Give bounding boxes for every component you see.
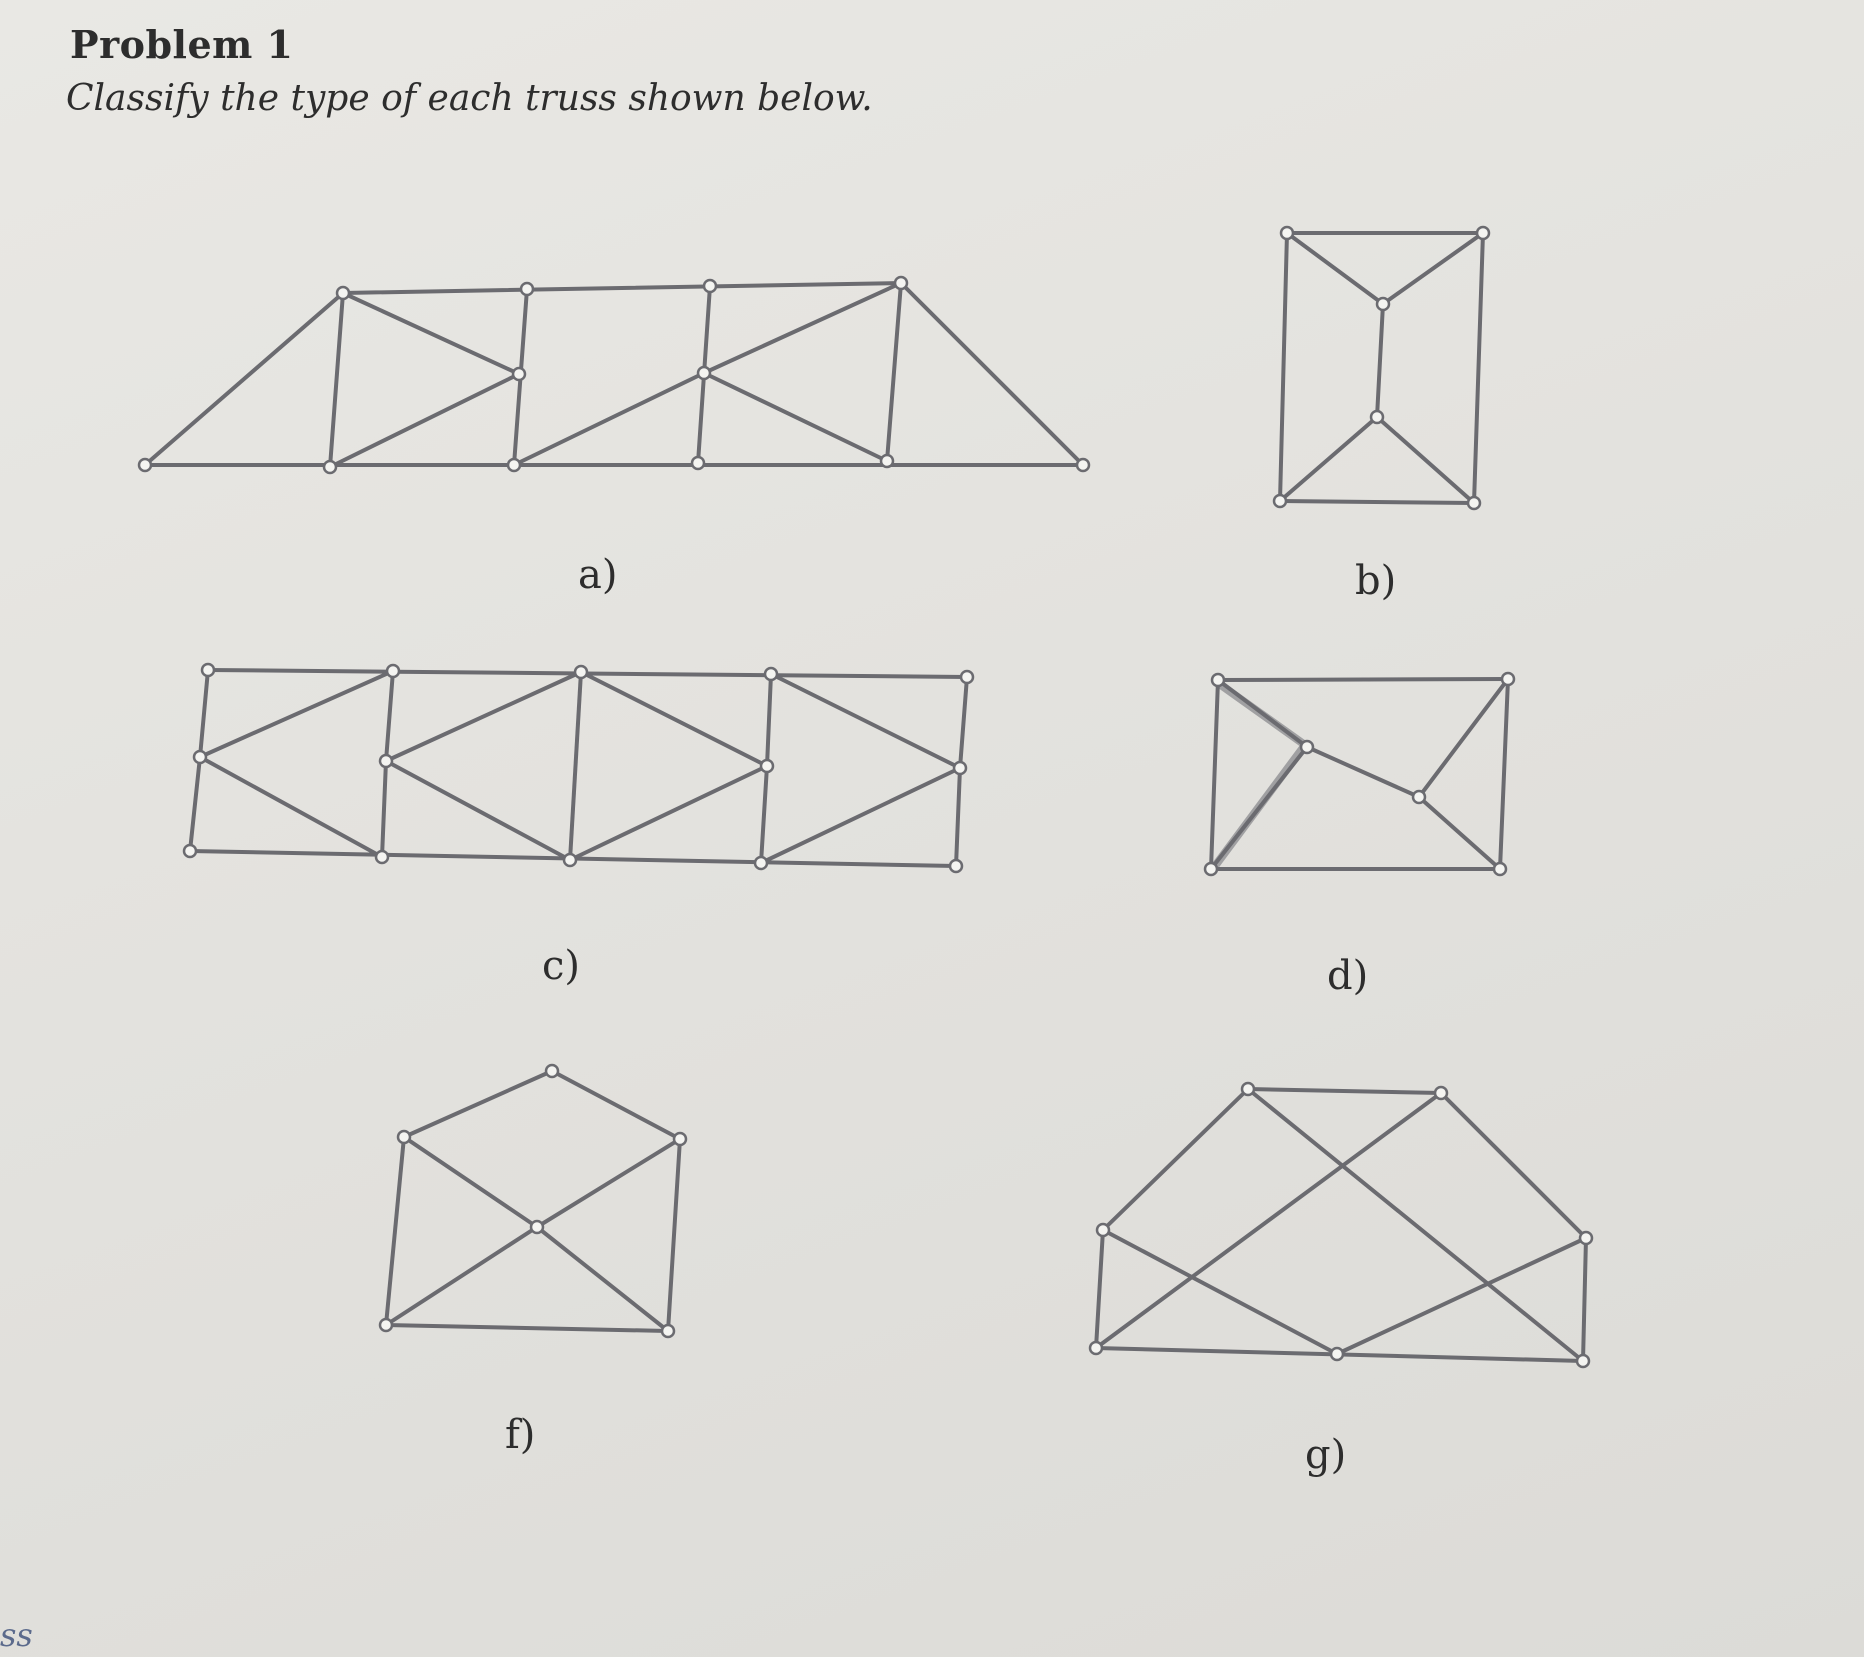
truss-g-label: g) xyxy=(1305,1432,1347,1478)
truss-c xyxy=(184,664,973,872)
truss-f-members xyxy=(386,1071,680,1331)
truss-g-joints xyxy=(1090,1083,1592,1367)
truss-b xyxy=(1274,227,1489,509)
truss-g-members xyxy=(1096,1089,1586,1361)
truss-b-members xyxy=(1280,233,1483,503)
problem-title: Problem 1 xyxy=(70,22,294,67)
truss-f-label: f) xyxy=(505,1412,536,1458)
truss-a xyxy=(139,277,1089,473)
truss-c-label: c) xyxy=(542,943,581,989)
truss-d-label: d) xyxy=(1327,953,1369,999)
truss-g xyxy=(1090,1083,1592,1367)
margin-handwriting: ss xyxy=(0,1616,33,1654)
truss-a-members xyxy=(145,283,1083,467)
truss-b-label: b) xyxy=(1355,558,1397,604)
problem-instruction: Classify the type of each truss shown below. xyxy=(66,78,873,119)
truss-c-members xyxy=(190,670,967,866)
truss-f-joints xyxy=(380,1065,686,1337)
truss-a-joints xyxy=(139,277,1089,473)
truss-a-label: a) xyxy=(578,552,618,598)
truss-d xyxy=(1205,673,1514,875)
truss-d-members xyxy=(1211,679,1508,869)
truss-f xyxy=(380,1065,686,1337)
